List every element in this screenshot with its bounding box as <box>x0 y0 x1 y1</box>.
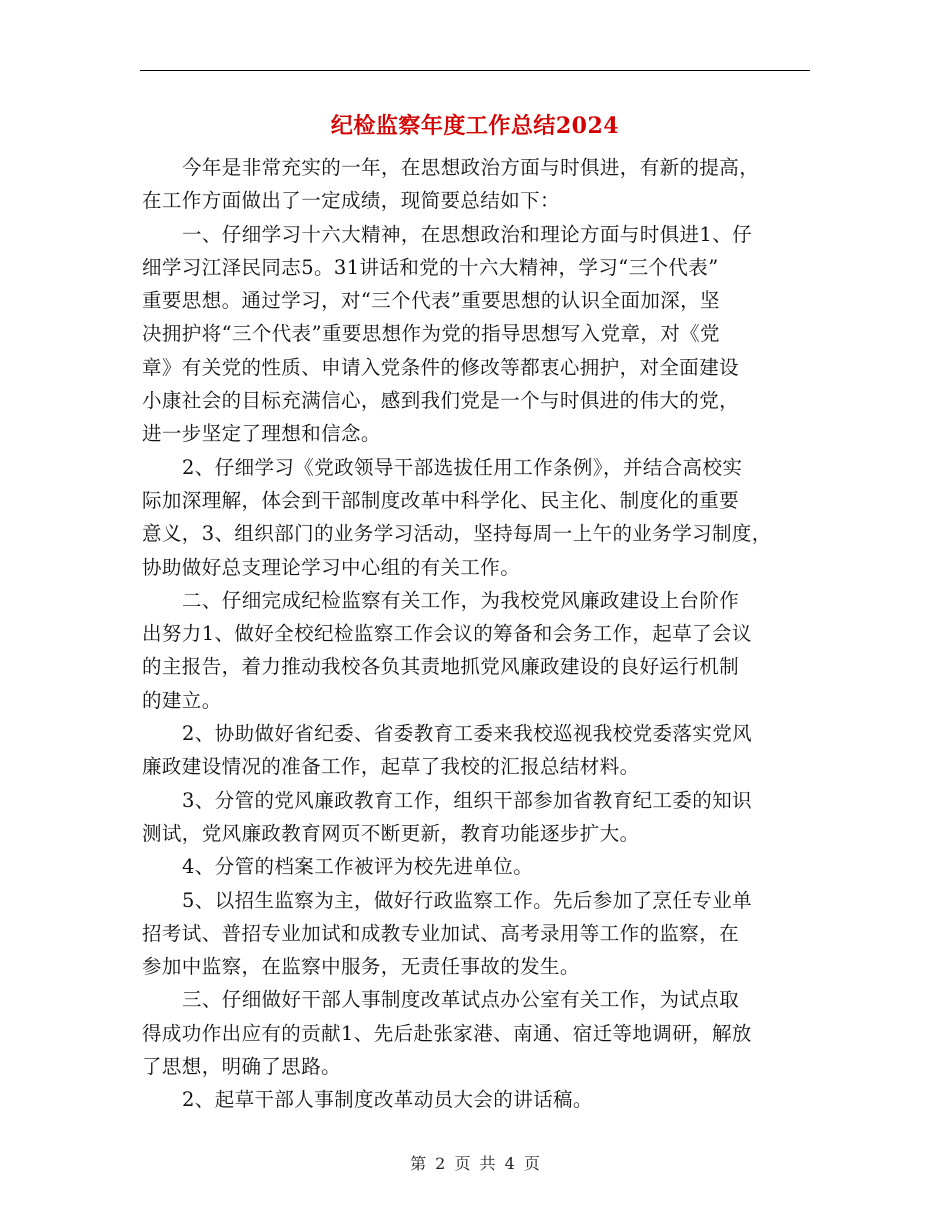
body-line: 测试，党风廉政教育网页不断更新，教育功能逐步扩大。 <box>142 821 640 845</box>
body-line: 招考试、普招专业加试和成教专业加试、高考录用等工作的监察，在 <box>142 921 740 945</box>
body-line: 了思想，明确了思路。 <box>142 1055 342 1079</box>
body-line: 的建立。 <box>142 688 222 712</box>
page-number: 第 2 页 共 4 页 <box>410 1154 540 1173</box>
body-line: 今年是非常充实的一年，在思想政治方面与时俱进，有新的提高， <box>182 156 760 179</box>
body-line: 三、仔细做好干部人事制度改革试点办公室有关工作，为试点取 <box>182 988 740 1012</box>
body-line: 协助做好总支理论学习中心组的有关工作。 <box>142 555 521 579</box>
body-line: 进一步坚定了理想和信念。 <box>142 422 381 446</box>
body-line: 在工作方面做出了一定成绩，现简要总结如下： <box>142 189 560 213</box>
body-line: 决拥护将“三个代表”重要思想作为党的指导思想写入党章，对《党 <box>142 322 720 346</box>
header-rule <box>140 70 810 71</box>
body-line: 意义，3、组织部门的业务学习活动，坚持每周一上午的业务学习制度， <box>142 522 772 546</box>
body-line: 5、以招生监察为主，做好行政监察工作。先后参加了烹任专业单 <box>182 888 753 912</box>
body-line: 得成功作出应有的贡献1、先后赴张家港、南通、宿迁等地调研，解放 <box>142 1021 752 1045</box>
body-line: 2、起草干部人事制度改革动员大会的讲话稿。 <box>182 1088 593 1112</box>
document-body <box>142 151 814 1117</box>
body-line: 际加深理解，体会到干部制度改革中科学化、民主化、制度化的重要 <box>142 488 740 512</box>
body-line: 出努力1、做好全校纪检监察工作会议的筹备和会务工作，起草了会议 <box>142 622 752 646</box>
body-line: 的主报告，着力推动我校各负其责地抓党风廉政建设的良好运行机制 <box>142 655 740 679</box>
body-line: 一、仔细学习十六大精神，在思想政治和理论方面与时俱进1、仔 <box>182 222 753 246</box>
body-line: 细学习江泽民同志5。31讲话和党的十六大精神，学习“三个代表” <box>142 255 719 279</box>
body-line: 重要思想。通过学习，对“三个代表”重要思想的认识全面加深，坚 <box>142 289 720 313</box>
body-line: 2、协助做好省纪委、省委教育工委来我校巡视我校党委落实党风 <box>182 722 753 746</box>
body-line: 参加中监察，在监察中服务，无责任事故的发生。 <box>142 955 580 979</box>
body-line: 章》有关党的性质、申请入党条件的修改等都衷心拥护，对全面建设 <box>142 355 740 379</box>
body-line: 廉政建设情况的准备工作，起草了我校的汇报总结材料。 <box>142 755 640 779</box>
body-line: 3、分管的党风廉政教育工作，组织干部参加省教育纪工委的知识 <box>182 788 753 812</box>
body-line: 小康社会的目标充满信心，感到我们党是一个与时俱进的伟大的党， <box>142 389 740 413</box>
document-title: 纪检监察年度工作总结2024 <box>330 113 620 139</box>
body-line: 二、仔细完成纪检监察有关工作，为我校党风廉政建设上台阶作 <box>182 588 740 612</box>
body-line: 4、分管的档案工作被评为校先进单位。 <box>182 855 534 879</box>
body-line: 2、仔细学习《党政领导干部选拔任用工作条例》，并结合高校实 <box>182 455 743 479</box>
